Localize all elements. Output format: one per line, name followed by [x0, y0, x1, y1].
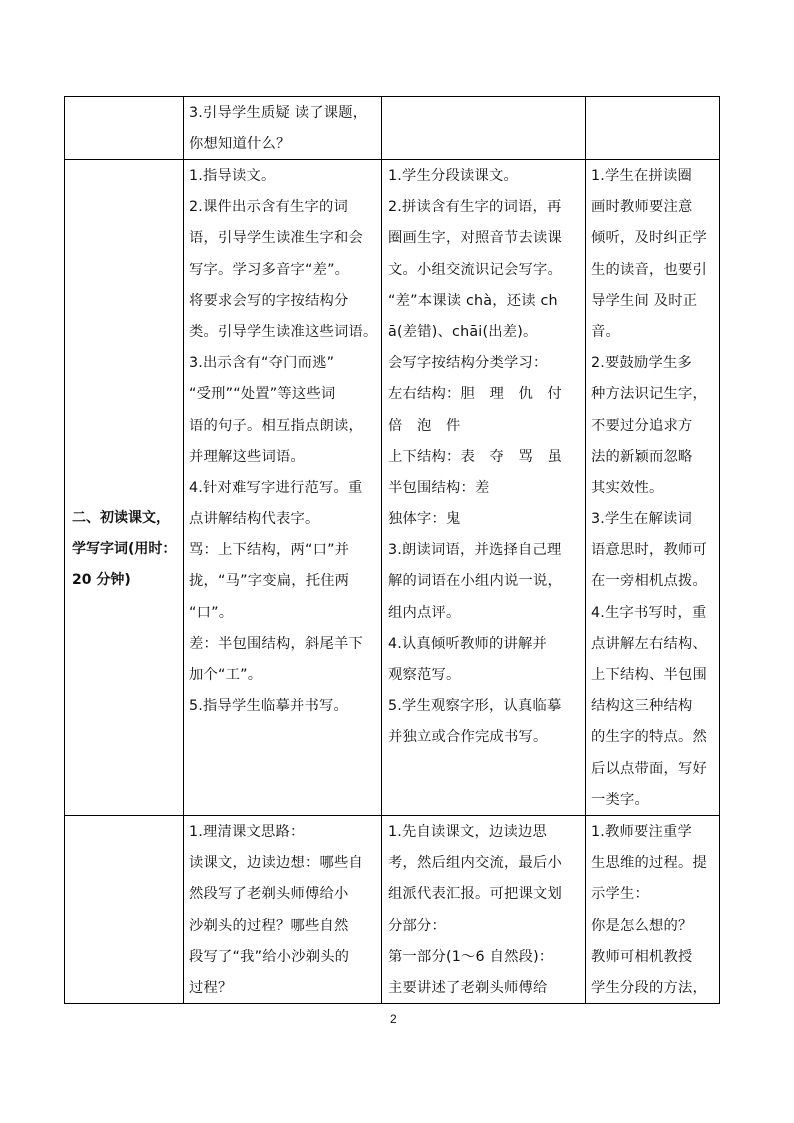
cell-text-line: 在一旁相机点拨。	[591, 573, 707, 590]
cell-text-line: 1.学生分段读课文。	[388, 168, 519, 184]
cell-text-line: “受刑”“处置”等这些词	[189, 386, 336, 403]
cell-text-line: 你想知道什么？	[189, 136, 291, 153]
row3-student-cell	[388, 817, 584, 1003]
cell-text-line: 学生分段的方法，	[591, 979, 707, 996]
cell-text-line: 差：半包围结构，斜尾羊下	[189, 635, 363, 652]
cell-text-line: 左右结构：胆 理 仇 付	[388, 386, 562, 403]
cell-text-line: 3.学生在解读词	[591, 511, 693, 528]
cell-text-line: 5.学生观察字形，认真临摹	[388, 698, 562, 715]
cell-text-line: 组内点评。	[388, 604, 461, 621]
row3-notes-cell	[591, 817, 718, 1003]
row1-student-cell	[388, 98, 583, 159]
cell-text-line: 的生字的特点。然	[591, 729, 707, 746]
cell-text-line: 写字。学习多音字“差”。	[189, 261, 350, 278]
cell-text-line: 法的新颖而忽略	[591, 448, 693, 465]
cell-text-line: 生思维的过程。提	[591, 855, 707, 872]
cell-text-line: 点讲解结构代表字。	[189, 511, 320, 528]
cell-text-line: 2.要鼓励学生多	[591, 355, 693, 372]
cell-text-line: 1.指导读文。	[189, 168, 276, 184]
table-border-bottom	[64, 1003, 720, 1004]
cell-text-line: 加个“工”。	[189, 667, 263, 683]
cell-text-line: 主要讲述了老剃头师傅给	[388, 979, 548, 996]
row3-teacher-cell	[189, 817, 380, 1003]
cell-text-line: 并独立或合作完成书写。	[388, 729, 548, 746]
cell-text-line: 1.先自读课文，边读边思	[388, 824, 548, 840]
cell-text-line: 其实效性。	[591, 479, 664, 496]
cell-text-line: “差”本课读 chà，还读 ch	[388, 292, 558, 309]
cell-text-line: 半包围结构：差	[388, 479, 490, 496]
cell-text-line: 上下结构、半包围	[591, 667, 707, 683]
cell-text-line: 倍 泡 件	[388, 417, 461, 434]
cell-text-line: 1.理清课文思路：	[189, 824, 305, 840]
row2-student-cell	[388, 161, 584, 813]
cell-text-line: 拢，“马”字变扁，托住两	[189, 573, 350, 590]
cell-text-line: 语意思时，教师可	[591, 542, 707, 559]
cell-text-line: 4.针对难写字进行范写。重	[189, 479, 363, 496]
cell-text-line: 画时教师要注意	[591, 199, 693, 216]
cell-text-line: 语，引导学生读准生字和会	[189, 230, 363, 247]
row3-stage-cell	[65, 816, 183, 1003]
cell-text-line: 沙剃头的过程？哪些自然	[189, 917, 349, 934]
cell-text-line: 文。小组交流识记会写字。	[388, 261, 562, 278]
cell-text-line: 3.引导学生质疑 读了课题，	[189, 105, 368, 121]
cell-text-line: 结构这三种结构	[591, 698, 693, 715]
cell-text-line: 然段写了老剃头师傅给小	[189, 886, 349, 903]
table-divider-row-1	[64, 159, 720, 160]
cell-text-line: 后以点带面，写好	[591, 760, 707, 777]
cell-text-line: 1.学生在拼读圈	[591, 168, 693, 184]
cell-text-line: ā(差错)、chāi(出差)。	[388, 323, 538, 340]
cell-text-line: 教师可相机教授	[591, 948, 693, 965]
row2-stage-cell	[72, 503, 182, 603]
row1-notes-cell	[591, 98, 717, 159]
cell-text-line: 过程？	[189, 979, 233, 996]
cell-text-line: 组派代表汇报。可把课文划	[388, 886, 562, 903]
cell-text-line: 骂：上下结构，两“口”并	[189, 542, 350, 559]
table-divider-col-2	[381, 96, 382, 1004]
cell-text-line: 2.拼读含有生字的词语，再	[388, 199, 562, 216]
cell-text-line: 圈画生字，对照音节去读课	[388, 230, 562, 247]
cell-text-line: 你是怎么想的？	[591, 917, 693, 934]
row1-teacher-cell	[189, 98, 379, 159]
cell-text-line: 一类字。	[591, 791, 649, 808]
cell-text-line: 段写了“我”给小沙剃头的	[189, 948, 350, 965]
table-divider-col-1	[183, 96, 184, 1004]
cell-text-line: 生的读音，也要引	[591, 261, 707, 278]
cell-text-line: 倾听，及时纠正学	[591, 230, 707, 247]
cell-text-line: 1.教师要注重学	[591, 824, 693, 840]
cell-text-line: 种方法识记生字，	[591, 386, 707, 403]
row2-notes-cell	[591, 161, 718, 813]
row2-teacher-cell	[189, 161, 380, 813]
cell-text-line: 将要求会写的字按结构分	[189, 292, 349, 309]
cell-text-line: 3.朗读词语，并选择自己理	[388, 542, 562, 559]
cell-text-line: 语的句子。相互指点朗读，	[189, 417, 363, 434]
cell-text-line: 音。	[591, 323, 620, 340]
table-border-right	[719, 96, 720, 1004]
cell-text-line: 类。引导学生读准这些词语。	[189, 323, 378, 340]
cell-text-line: 分部分：	[388, 917, 446, 934]
cell-text-line: 读课文，边读边想：哪些自	[189, 855, 363, 872]
cell-text-line: 学写字词(用时：	[72, 541, 177, 557]
cell-text-line: 2.课件出示含有生字的词	[189, 199, 349, 216]
cell-text-line: 5.指导学生临摹并书写。	[189, 698, 349, 715]
page-number: 2	[390, 1012, 397, 1026]
row1-stage-cell	[65, 97, 183, 159]
cell-text-line: 导学生间 及时正	[591, 292, 698, 309]
cell-text-line: 独体字：鬼	[388, 511, 461, 528]
cell-text-line: 会写字按结构分类学习：	[388, 355, 548, 372]
cell-text-line: 4.认真倾听教师的讲解并	[388, 635, 548, 652]
cell-text-line: 解的词语在小组内说一说，	[388, 573, 562, 590]
cell-text-line: 不要过分追求方	[591, 417, 693, 434]
cell-text-line: 并理解这些词语。	[189, 448, 305, 465]
cell-text-line: 3.出示含有“夺门而逃”	[189, 355, 335, 372]
cell-text-line: 上下结构：表 夺 骂 虽	[388, 448, 562, 465]
cell-text-line: 考，然后组内交流，最后小	[388, 855, 562, 872]
cell-text-line: 观察范写。	[388, 667, 461, 683]
cell-text-line: 点讲解左右结构、	[591, 635, 707, 652]
table-divider-col-3	[585, 96, 586, 1004]
cell-text-line: 示学生：	[591, 886, 649, 903]
cell-text-line: 二、初读课文，	[72, 510, 170, 526]
cell-text-line: 20 分钟)	[72, 572, 131, 588]
cell-text-line: “口”。	[189, 604, 234, 621]
cell-text-line: 第一部分(1～6 自然段)：	[388, 948, 554, 965]
cell-text-line: 4.生字书写时，重	[591, 604, 707, 621]
